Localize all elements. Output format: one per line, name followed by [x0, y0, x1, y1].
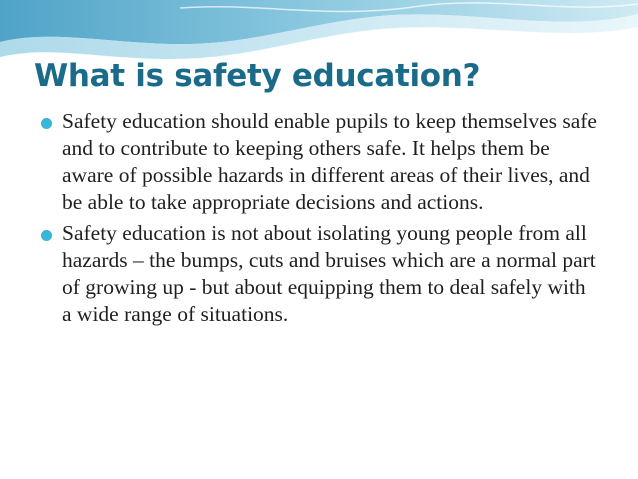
bullet-text: Safety education is not about isolating young people from all hazards – the bumps, cuts and bruises which are a normal part of growing up - but about equipping them to deal safely with a wide range of situations. [62, 221, 596, 326]
list-item [40, 220, 600, 328]
bullet-dot-icon [41, 118, 52, 129]
bullet-dot-icon [41, 230, 52, 241]
slide-title: What is safety education? [34, 58, 481, 94]
bullet-text: Safety education should enable pupils to keep themselves safe and to contribute to keeping others safe. It helps them be aware of possible hazards in different areas of their lives, and be able to take appropriate decisions and actions. [62, 109, 597, 214]
bullet-list [40, 108, 600, 332]
list-item [40, 108, 600, 216]
